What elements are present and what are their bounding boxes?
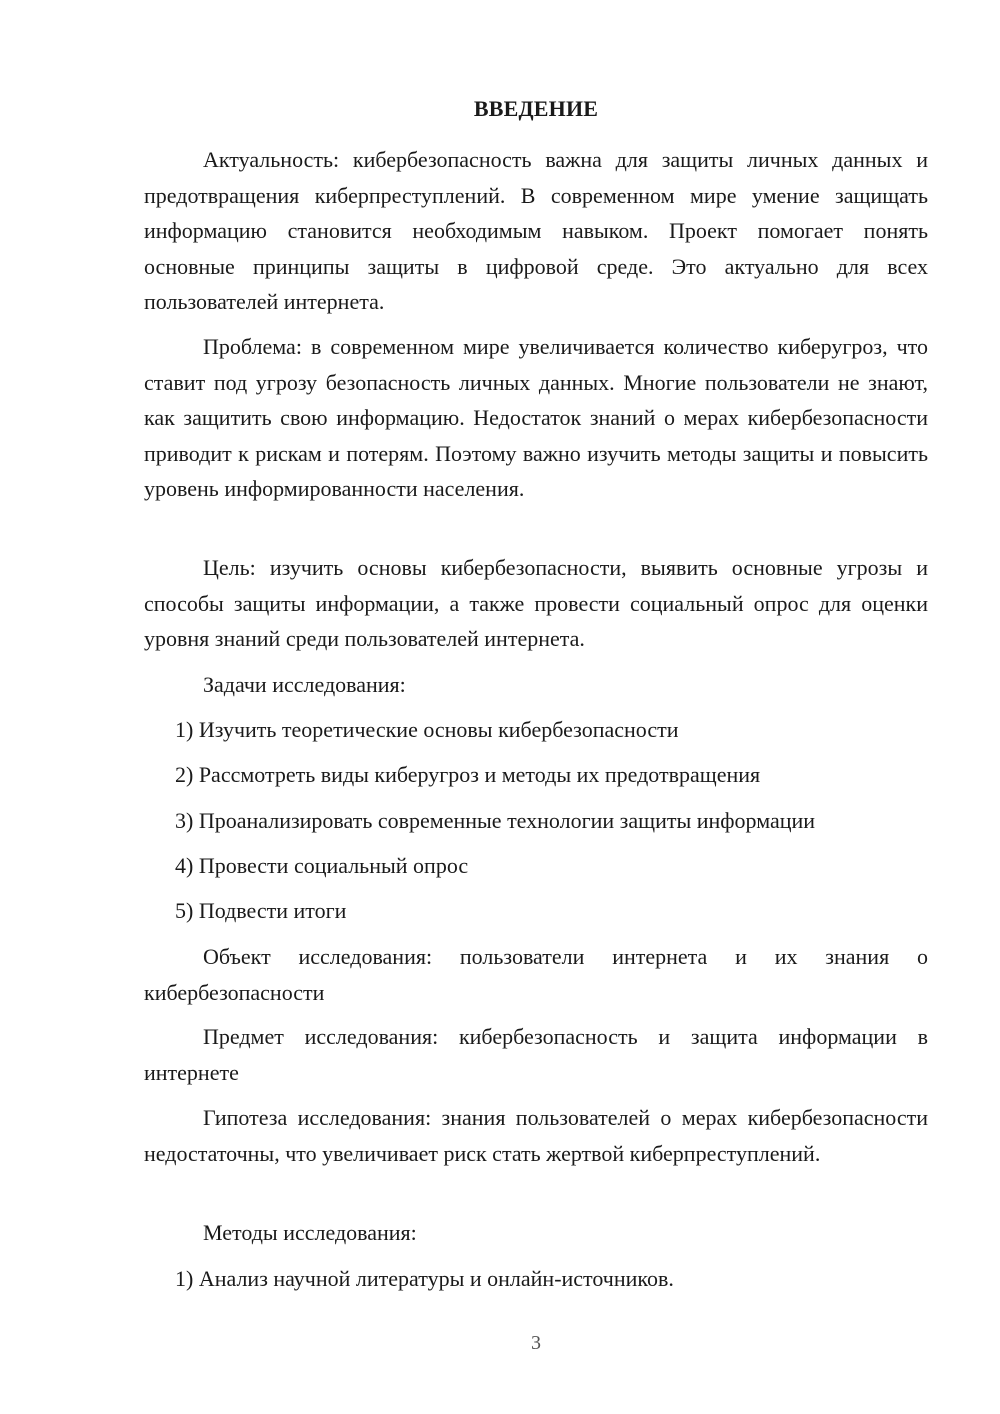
task-item-5: 5) Подвести итоги <box>175 898 347 923</box>
task-item-1: 1) Изучить теоретические основы кибербезопасности <box>175 717 679 742</box>
method-item-1: 1) Анализ научной литературы и онлайн-источников. <box>175 1266 674 1291</box>
task-item-4: 4) Провести социальный опрос <box>175 853 469 878</box>
section-heading: ВВЕДЕНИЕ <box>473 96 599 121</box>
hypothesis-paragraph: Гипотеза исследования: знания пользователей о мерах кибербезопасности недостаточны, что увеличивает риск стать жертвой киберпреступлений. <box>144 1105 928 1166</box>
task-item-2: 2) Рассмотреть виды киберугроз и методы их предотвращения <box>175 762 761 787</box>
task-item-3: 3) Проанализировать современные технологии защиты информации <box>175 808 816 833</box>
methods-heading: Методы исследования: <box>203 1220 417 1245</box>
relevance-paragraph: Актуальность: кибербезопасность важна для защиты личных данных и предотвращения киберпреступлений. В современном мире умение защищать информацию становится необходимым навыком. Проект помогает понять основные принципы защиты в цифровой среде. Это актуально для всех пользователей интернета. <box>144 147 928 314</box>
subject-paragraph: Предмет исследования: кибербезопасность и защита информации в интернете <box>144 1024 928 1085</box>
object-paragraph: Объект исследования: пользователи интернета и их знания о кибербезопасности <box>144 944 928 1005</box>
goal-paragraph: Цель: изучить основы кибербезопасности, выявить основные угрозы и способы защиты информации, а также провести социальный опрос для оценки уровня знаний среди пользователей интернета. <box>144 555 928 651</box>
page-number: 3 <box>531 1332 541 1354</box>
problem-paragraph: Проблема: в современном мире увеличивается количество киберугроз, что ставит под угрозу безопасность личных данных. Многие пользователи не знают, как защитить свою информацию. Недостаток знаний о мерах кибербезопасности приводит к рискам и потерям. Поэтому важно изучить методы защиты и повысить уровень информированности населения. <box>144 334 928 501</box>
tasks-heading: Задачи исследования: <box>203 672 406 697</box>
